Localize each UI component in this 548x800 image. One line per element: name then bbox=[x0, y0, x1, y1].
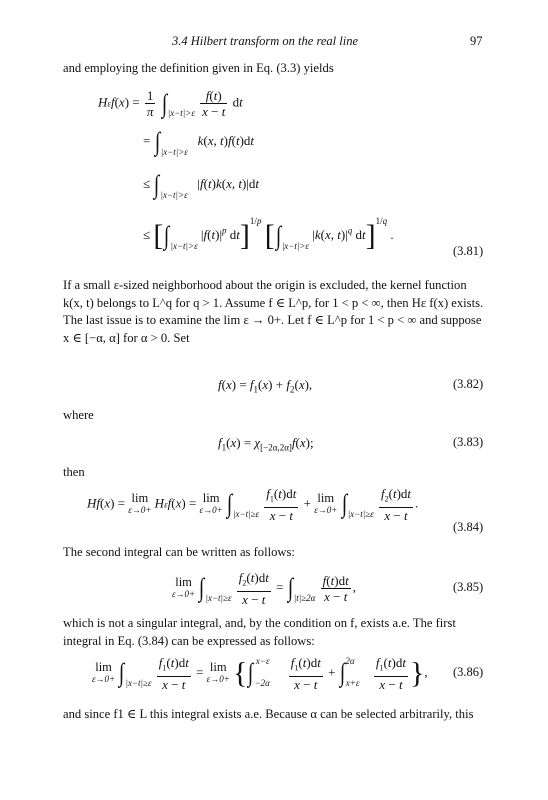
equation-3-84: Hf(x) = lim ε→0+ Hεf(x) = lim ε→0+ $\int_{|x-t|\ge\varepsilon}$ $\frac{f_1(t)dt}{x - t}$ + lim ε→0+ $\int_{|x-t|\ge\varepsilon}$ $\frac{f_2(t)dt}{x - t}$ . bbox=[87, 486, 419, 523]
eq-number-3-84: (3.84) bbox=[453, 520, 484, 534]
running-header: 3.4 Hilbert transform on the real line bbox=[172, 34, 358, 48]
eq-number-3-85: (3.85) bbox=[453, 580, 484, 594]
eq-3-81-line2: = $\int_{|x-t|>\varepsilon}$ k(x, t)f(t)dt bbox=[143, 127, 255, 157]
eq-3-81-line1: Hεf(x) = $\frac{1}{\pi}$ $\int_{|x-t|>\varepsilon}$ $\frac{f(t)}{x - t}$ dt bbox=[98, 88, 243, 119]
equation-3-82: $f(x) = f_1(x) + f_2(x)$, bbox=[218, 377, 313, 395]
eq-number-3-83: (3.83) bbox=[453, 435, 484, 449]
eq-3-81-line3: ≤ $\int_{|x-t|>\varepsilon}$ |f(t)k(x, t)|dt bbox=[143, 170, 260, 200]
equation-3-83: $f_1(x) = \chi_{[-2\alpha,2\alpha]}f(x)$; bbox=[218, 435, 314, 453]
paragraph-1 bbox=[63, 277, 487, 347]
equation-3-85: lim ε→0+ $\int_{|x-t|\ge\varepsilon}$ $\frac{f_2(t)dt}{x - t}$ = $\int_{|t|\ge 2\alpha}$ $\frac{f(t)dt}{x - t}$ , bbox=[172, 570, 356, 607]
paragraph-1-line-2: k(x, t) belongs to L^q for q > 1. Assume f ∈ L^p, for 1 < p < ∞, then Hε f(x) exists. bbox=[63, 295, 484, 310]
eq-number-3-82: (3.82) bbox=[453, 377, 484, 391]
paragraph-1-line-1: If a small ε-sized neighborhood about the origin is excluded, the kernel function bbox=[63, 278, 467, 292]
intro-text: and employing the definition given in Eq. (3.3) yields bbox=[63, 61, 334, 75]
where-label: where bbox=[63, 408, 94, 422]
paragraph-3 bbox=[63, 615, 487, 650]
paragraph-3-line-1: which is not a singular integral, and, by the condition on f, exists a.e. The first bbox=[63, 616, 456, 630]
page-number: 97 bbox=[470, 34, 483, 48]
equation-3-86: lim ε→0+ $\int_{|x-t|\ge\varepsilon}$ $\frac{f_1(t)dt}{x - t}$ = lim ε→0+ {$\int_{-2\alpha}^{x-\varepsilon}$ $\frac{f_1(t)dt}{x - t}$ + $\int_{x+\varepsilon}^{2\alpha}$ $\frac{f_1(t)dt}{x - t}$ }, bbox=[92, 655, 428, 692]
paragraph-1-line-3: The last issue is to examine the lim ε → 0+. Let f ∈ L^p for 1 < p < ∞ and suppose bbox=[63, 313, 482, 328]
then-label: then bbox=[63, 465, 85, 479]
paragraph-2: The second integral can be written as follows: bbox=[63, 545, 295, 559]
eq-number-3-86: (3.86) bbox=[453, 665, 484, 679]
paragraph-1-line-4: x ∈ [−α, α] for α > 0. Set bbox=[63, 330, 190, 345]
paragraph-3-line-2: integral in Eq. (3.84) can be expressed as follows: bbox=[63, 633, 315, 648]
paragraph-4: and since f1 ∈ L this integral exists a.e. Because α can be selected arbitrarily, this bbox=[63, 707, 474, 721]
eq-number-3-81: (3.81) bbox=[453, 244, 484, 258]
eq-3-81-line4: ≤ [$\int_{|x-t|>\varepsilon}$ $|f(t)|^p$ dt]$^{1/p}$ [$\int_{|x-t|>\varepsilon}$ |k(x, $t)|^q$ dt]$^{1/q}$ . bbox=[143, 215, 394, 252]
